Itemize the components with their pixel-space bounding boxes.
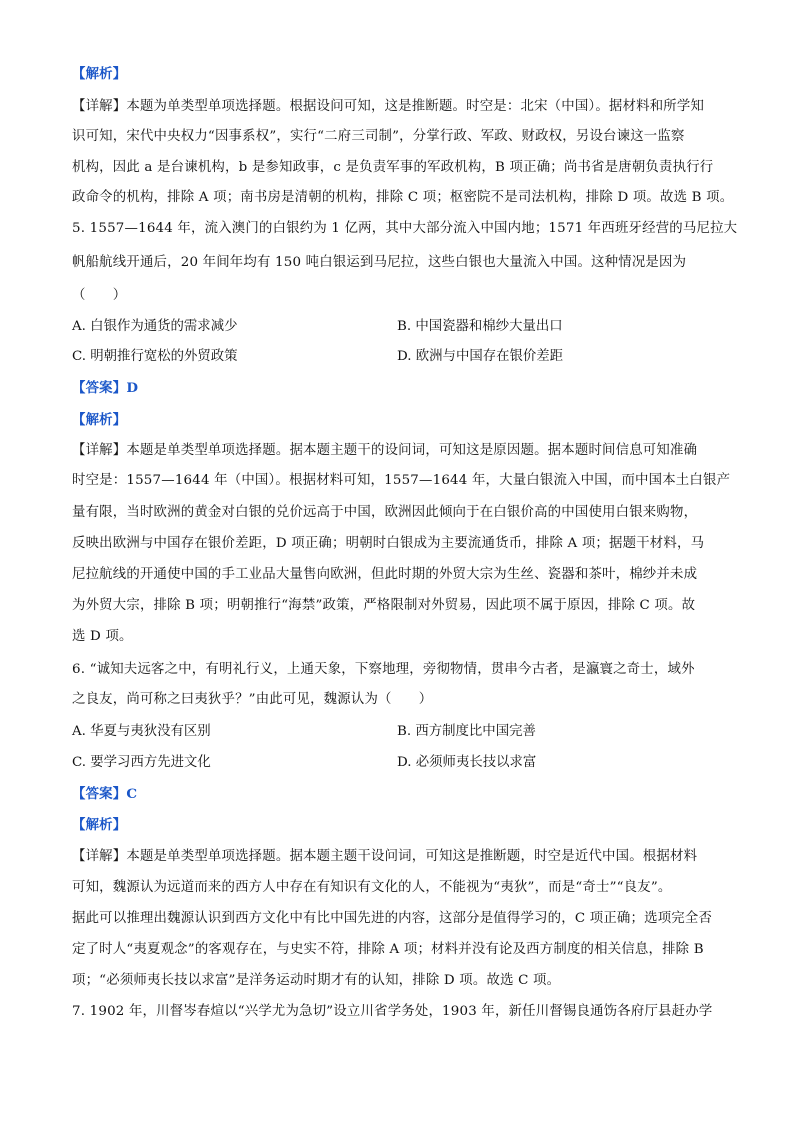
explanation-line: 选 D 项。 bbox=[72, 629, 133, 644]
explanation-line: 【详解】本题是单类型单项选择题。据本题主题干的设问词，可知这是原因题。据本题时间信息可知准确 bbox=[72, 443, 698, 458]
explanation-line: 定了时人“夷夏观念”的客观存在，与史实不符，排除 A 项；材料并没有论及西方制度的相关信息，排除 B bbox=[72, 942, 704, 957]
explanation-line: 可知，魏源认为远道而来的西方人中存在有知识有文化的人，不能视为“夷狄”，而是“奇士”“良友”。 bbox=[72, 880, 672, 895]
explanation-line: 政命令的机构，排除 A 项；南书房是清朝的机构，排除 C 项；枢密院不是司法机构，排除 D 项。故选 B 项。 bbox=[72, 190, 734, 205]
question-stem-line: 之良友，尚可称之曰夷狄乎？”由此可见，魏源认为（ ） bbox=[72, 692, 433, 707]
analysis-heading: 【解析】 bbox=[72, 66, 127, 82]
question-stem-line: （ ） bbox=[72, 288, 127, 303]
option-c: C. 要学习西方先进文化 bbox=[72, 755, 211, 770]
explanation-line: 为外贸大宗，排除 B 项；明朝推行“海禁”政策，严格限制对外贸易，因此项不属于原因，排除 C 项。故 bbox=[72, 598, 696, 613]
option-d: D. 欧洲与中国存在银价差距 bbox=[397, 349, 564, 364]
explanation-line: 【详解】本题是单类型单项选择题。据本题主题干设问词，可知这是推断题，时空是近代中国。根据材料 bbox=[72, 849, 698, 864]
explanation-line: 识可知，宋代中央权力“因事系权”，实行“二府三司制”，分掌行政、军政、财政权，另设台谏这一监察 bbox=[72, 129, 685, 144]
option-b: B. 西方制度比中国完善 bbox=[397, 724, 536, 739]
question-stem-line: 帆船航线开通后，20 年间年均有 150 吨白银运到马尼拉，这些白银也大量流入中国。这种情况是因为 bbox=[72, 255, 687, 270]
explanation-line: 【详解】本题为单类型单项选择题。根据设问可知，这是推断题。时空是：北宋（中国）。据材料和所学知 bbox=[72, 99, 705, 114]
answer-label: 【答案】D bbox=[72, 380, 139, 396]
explanation-line: 量有限，当时欧洲的黄金对白银的兑价远高于中国，欧洲因此倾向于在白银价高的中国使用白银来购物， bbox=[72, 505, 698, 520]
explanation-line: 反映出欧洲与中国存在银价差距，D 项正确；明朝时白银成为主要流通货币，排除 A 项；据题干材料，马 bbox=[72, 536, 705, 551]
analysis-heading: 【解析】 bbox=[72, 817, 127, 833]
question-stem-line: 5. 1557—1644 年，流入澳门的白银约为 1 亿两，其中大部分流入中国内地；1571 年西班牙经营的马尼拉大 bbox=[72, 221, 738, 236]
option-c: C. 明朝推行宽松的外贸政策 bbox=[72, 349, 238, 364]
explanation-line: 尼拉航线的开通使中国的手工业品大量售向欧洲，但此时期的外贸大宗为生丝、瓷器和茶叶，棉纱并未成 bbox=[72, 567, 698, 582]
question-stem-line: 6. “诚知夫远客之中，有明礼行义，上通天象，下察地理，旁彻物情，贯串今古者，是瀛寰之奇士，域外 bbox=[72, 662, 695, 677]
explanation-line: 时空是：1557—1644 年（中国）。根据材料可知，1557—1644 年，大量白银流入中国，而中国本土白银产 bbox=[72, 473, 731, 488]
option-d: D. 必须师夷长技以求富 bbox=[397, 755, 537, 770]
question-stem-line: 7. 1902 年，川督岑春煊以“兴学尤为急切”设立川省学务处，1903 年，新任川督锡良通饬各府厅县赶办学 bbox=[72, 1004, 713, 1019]
explanation-line: 据此可以推理出魏源认识到西方文化中有比中国先进的内容，这部分是值得学习的，C 项正确；选项完全否 bbox=[72, 911, 713, 926]
explanation-line: 机构，因此 a 是台谏机构，b 是参知政事，c 是负责军事的军政机构，B 项正确；尚书省是唐朝负责执行行 bbox=[72, 160, 714, 175]
answer-label: 【答案】C bbox=[72, 786, 138, 802]
explanation-line: 项；“必须师夷长技以求富”是洋务运动时期才有的认知，排除 D 项。故选 C 项。 bbox=[72, 973, 561, 988]
analysis-heading: 【解析】 bbox=[72, 412, 127, 428]
option-a: A. 白银作为通货的需求减少 bbox=[72, 319, 238, 334]
option-b: B. 中国瓷器和棉纱大量出口 bbox=[397, 319, 563, 334]
option-a: A. 华夏与夷狄没有区别 bbox=[72, 724, 211, 739]
